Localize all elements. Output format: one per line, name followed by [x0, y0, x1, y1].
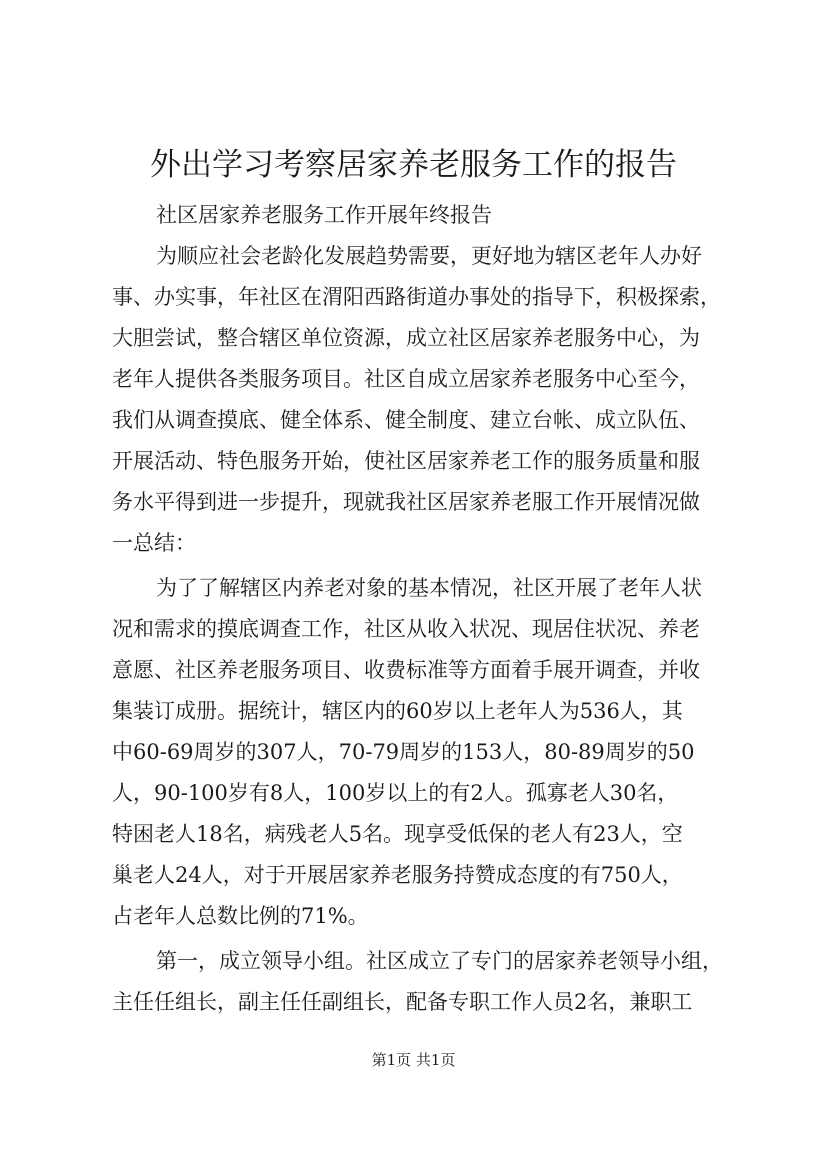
body-line: 老年人提供各类服务项目。社区自成立居家养老服务中心至今， [112, 367, 700, 391]
body-line: 一总结： [112, 531, 196, 555]
body-line: 意愿、社区养老服务项目、收费标准等方面着手展开调查，并收 [112, 658, 700, 682]
body-line: 务水平得到进一步提升，现就我社区居家养老服工作开展情况做 [112, 490, 700, 514]
body-line: 特困老人18名，病残老人5名。现享受低保的老人有23人，空 [112, 822, 683, 846]
body-line: 况和需求的摸底调查工作，社区从收入状况、现居住状况、养老 [112, 617, 700, 641]
body-line: 开展活动、特色服务开始，使社区居家养老工作的服务质量和服 [112, 449, 700, 473]
body-line: 为了了解辖区内养老对象的基本情况，社区开展了老年人状 [156, 576, 702, 600]
body-line: 人，90-100岁有8人，100岁以上的有2人。孤寡老人30名， [112, 781, 679, 805]
body-line: 占老年人总数比例的71%。 [112, 904, 369, 928]
body-line: 事、办实事，年社区在渭阳西路街道办事处的指导下，积极探索， [112, 285, 721, 309]
body-line: 集装订成册。据统计，辖区内的60岁以上老年人为536人，其 [112, 699, 683, 723]
document-title: 外出学习考察居家养老服务工作的报告 [150, 147, 677, 183]
body-line: 巢老人24人，对于开展居家养老服务持赞成态度的有750人， [112, 863, 683, 887]
body-line: 为顺应社会老龄化发展趋势需要，更好地为辖区老年人办好 [156, 244, 702, 268]
body-line: 第一，成立领导小组。社区成立了专门的居家养老领导小组， [156, 949, 723, 973]
body-line: 中60-69周岁的307人，70-79周岁的153人，80-89周岁的50 [112, 740, 695, 764]
body-line: 主任任组长，副主任任副组长，配备专职工作人员2名，兼职工 [112, 990, 693, 1014]
page-footer: 第1页 共1页 [371, 1051, 456, 1069]
document-subtitle: 社区居家养老服务工作开展年终报告 [156, 203, 492, 227]
body-line: 大胆尝试，整合辖区单位资源，成立社区居家养老服务中心，为 [112, 326, 700, 350]
body-line: 我们从调查摸底、健全体系、健全制度、建立台帐、成立队伍、 [112, 408, 700, 432]
